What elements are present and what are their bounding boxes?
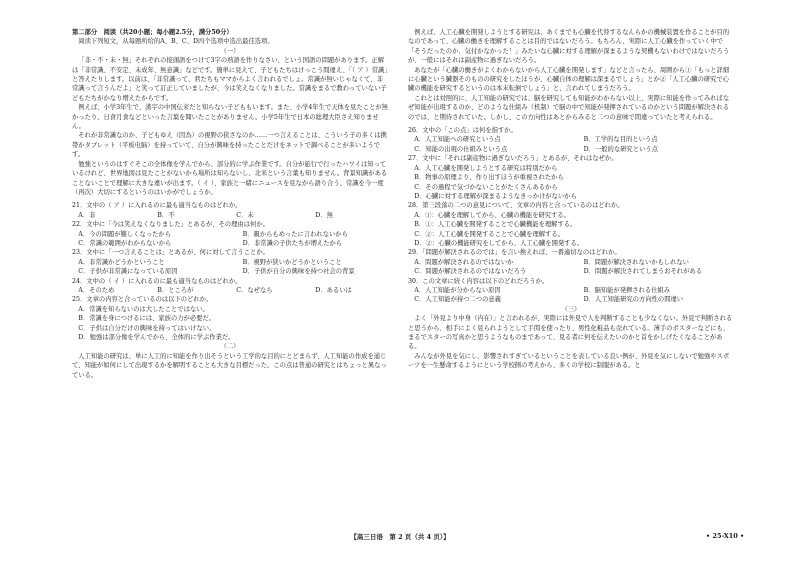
right-column [408, 28, 734, 371]
left-column [72, 28, 388, 380]
option: C．知能の出現の仕組みという点 [414, 145, 508, 153]
question-22: 22．文中に「今は笑えなくなりました」とあるが、その理由は何か。 [72, 221, 269, 229]
option: D．問題が解決されてしまうおそれがある [583, 268, 702, 276]
option: C．なぜなら [236, 286, 273, 294]
passage2-paragraph: これとは対照的に、人工知能の研究では、脳を研究しても知能がわからない以上、実際に知能を作ってみればなぜ知能が出現するのか、どのような仕組み（机制）で脳の中で知能が発揮されているのかという問題が解決されるのでは、と期待されていた。しかし、この方向性はあとからみると二つの意味で間違っていたと考えられる。 [408, 94, 730, 121]
option: D．一般的な研究という点 [583, 145, 658, 153]
option: C．人工知能が持つ二つの意義 [414, 296, 501, 304]
option: D．非常識の子供たちが増えたから [242, 239, 343, 247]
question-25: 25．文章の内容と合っているのは以下のどれか。 [72, 296, 213, 304]
option: C．未 [236, 211, 254, 219]
question-30: 30．この文章に続く内容は以下のどれだろうか。 [408, 277, 549, 285]
passage3-paragraph: みんなが外見を気にし、影響されすぎているということを表している良い例が、外見を気にしないで勉強やスポーツを一生懸命するようにという学校側の考えから、多くの学校に制服がある。と [408, 352, 730, 370]
option: C．子供が非常識になっている原因 [78, 268, 178, 276]
option: B．問題が解決されないかもしれない [583, 258, 689, 266]
option: B．脳知能が発揮される仕組み [583, 286, 671, 294]
option: D．無 [315, 211, 333, 219]
option: B．不 [157, 211, 175, 219]
question-28: 28．第三段落の二つの意見について、文章の内容と合っているのはどれか。 [408, 202, 624, 210]
option: D．②：心臓の機能研究をしてから、人工心臓を開発する。 [414, 239, 584, 247]
option: A．①：心臓を理解してから、心臓の機能を研究する。 [414, 211, 570, 219]
option: B．ところが [157, 286, 194, 294]
option: D．人工知能研究の方向性の間違い [583, 296, 684, 304]
option: A．問題が解決されるのではないか [414, 258, 514, 266]
option: A．非常識かどうかということ [78, 258, 165, 266]
question-22-options [72, 239, 388, 248]
passage1-paragraph: 「非・不・未・無」それぞれの接頭語をつけて3字の熟語を作りなさい、という国語の問題があります。正解は「非常識、不安定、未成年、無意識」などです。簡単に見えて、子どもたちはけっこう間違え、「（ ア ）常識」と答えたりします。以前は、「非常識って、君たちもママからよく言われるでしょ。常識が無いじゃなくて、非常識って言うんだよ」と笑って訂正していましたが、今は笑えなくなりました。常識をまるで教わっていない子どもたちがかなり増えたからです。 [72, 57, 388, 102]
section-heading-1: （一） [220, 47, 240, 55]
question-30-options [408, 295, 734, 304]
question-27: 27．文中に「それは副産物に過ぎないだろう」とあるが、それはなぜか。 [408, 155, 618, 163]
option: A．今の問題が難しくなったから [78, 230, 172, 238]
question-22-options [72, 230, 388, 239]
option: A．常識を知らないのは大したことではない。 [78, 305, 209, 313]
option: B．物事の原理より、作り出すほうが重視されたから [414, 174, 564, 182]
question-23-options [72, 258, 388, 267]
section-heading-2: （二） [220, 343, 240, 351]
option: B．親からもめったに言われないから [242, 230, 348, 238]
option: C．②：人工心臓を開発することで心臓を理解する。 [414, 230, 564, 238]
option: D．あるいは [315, 286, 352, 294]
question-26: 26．文中の「この点」は何を指すか。 [408, 127, 517, 135]
option: A．人工知能が分からない原因 [414, 286, 501, 294]
option: B．工学的な目的という点 [583, 136, 658, 144]
option: B．常識を身につけるには、家族の力が必要だ。 [78, 315, 216, 323]
option: C．子供は自分だけの興味を持ってはいけない。 [78, 324, 216, 332]
page-footer: 【高三日语 第 2 页（共 4 页）】 [350, 533, 450, 541]
passage1-paragraph: 例えば、小学3年生で、漢字の中国伝来だと知らない子どももいます。また、小学4年生で天体を見たことが無かったり、日食月食などといった言葉を聞いたことがありません。小学5年生で日本の総理大臣さえ知りません。 [72, 104, 388, 131]
question-29-options [408, 267, 734, 276]
option: C．常識の範囲がわからないから [78, 239, 172, 247]
option: A．人工知能への研究という点 [414, 136, 501, 144]
passage2-paragraph: あなたが「心臓の働きがよくわからないから人工心臓を開発します」などと言ったら、周囲から①「もっと詳細に心臓という臓器そのものの研究をしたほうが、心臓自体の理解は深まるでしょう」とか②「人工心臓の研究で心臓の機能を研究するというのは本末転倒でしょう」と、言われてしまうだろう。 [408, 66, 730, 93]
instruction: 阅读下列短文，从每题所给的A、B、C、D四个选项中选出最佳选项。 [78, 38, 274, 46]
option: C．その過程で気づかないことがたくさんあるから [414, 183, 558, 191]
question-24-options [72, 286, 388, 295]
option: A．そのため [78, 286, 115, 294]
section-heading-3: （三） [561, 305, 581, 313]
question-29-options [408, 258, 734, 267]
option: B．①：人工心臓を開発することで心臓機能を理解する。 [414, 221, 577, 229]
question-23-options [72, 267, 388, 276]
passage3-paragraph: よく「外見より中身（内在）」と言われるが、実際には外見で人を判断することも少なくない。外見で判断されると思うから、相手によく見られようとして手間を使ったり、男性化粧品も売れている。薄手のポスターなどにも、まるでスターの写真かと思うようなものまであって、見る者に何を伝えたいのかと首をかしげたくなることがある。 [408, 315, 733, 351]
passage1-paragraph: 勉強というのはすぐそこの全体像を学んでから、部分的に学ぶ作業です。自分が旅行で行ったハワイは知っているけれど、世界地図は見たことがないから場所は知らないし、北米という言葉も知りません。背景知識があることないことで理解に大きな違いが出ます。（ イ ）、家族と一緒にニュースを見ながら語り合う、常識を今一度（再次）大切にするというのはいかがでしょうか。 [72, 160, 388, 196]
option: B．視野が狭いかどうかということ [242, 258, 342, 266]
option: D．子供が自分の興味を持つ社会の背景 [242, 268, 355, 276]
question-21: 21．文中の（ ア ）に入れるのに最も適当なものはどれか。 [72, 202, 242, 210]
option: A．非 [78, 211, 96, 219]
option: C．問題が解決されるのではないだろう [414, 268, 527, 276]
option: D．勉強は部分像を学んでから、全体的に学ぶ作業だ。 [78, 334, 235, 341]
option: A．人工心臓を開発しようとする研究は特別だから [414, 164, 558, 172]
question-26-options [408, 135, 734, 144]
question-24: 24．文中の（ イ ）に入れるのに最も適当なものはどれか。 [72, 277, 242, 285]
passage2-paragraph: 人工知能の研究は、単に人工的に知能を作り出そうという工学的な目的にとどまらず、人工知能の作成を通じて、知能が如何にして出現するかを解明することも大きな目標だった。この点は普通の研究とはちょっと異なっている。 [72, 352, 387, 379]
question-30-options [408, 286, 734, 295]
question-21-options [72, 211, 388, 220]
passage2-paragraph: 例えば、人工心臓を開発しようとする研究は、あくまでも心臓を代替するなんらかの機械装置を作ることが目的なのであって、心臓の働きを理解することは目的ではないだろう。もちろん、実際に人工心臓を作っていく中で「そうだったのか、気付かなかった！」みたいな心臓に対する理解が深まるような契機もないわけではないだろうが、一般にはそれは副産物に過ぎないだろう。 [408, 29, 730, 65]
passage1-paragraph: それが非常識なのか、子どもゆえ（因為）の視野の狭さなのか……一つ言えることは、こういう子の多くは携帯かタブレット（平板电脑）を持っていて、自分が興味を持ったことだけをネットで調べることが多いようです。 [72, 132, 387, 159]
option: D．心臓に対する理解が深まるようなきっかけがないから [414, 192, 577, 200]
question-29: 29．「問題が解決されるのでは」を言い換えれば、一番適切なのはどれか。 [408, 249, 621, 257]
question-26-options [408, 145, 734, 154]
part-title: 第二部分 阅读（共20小题；每小题2.5分，满分50分） [72, 29, 233, 36]
question-23: 23．文中に「一つ言えることは」とあるが、何に対して言うことか。 [72, 249, 269, 257]
exam-code: • 25-X10 • [706, 532, 745, 540]
